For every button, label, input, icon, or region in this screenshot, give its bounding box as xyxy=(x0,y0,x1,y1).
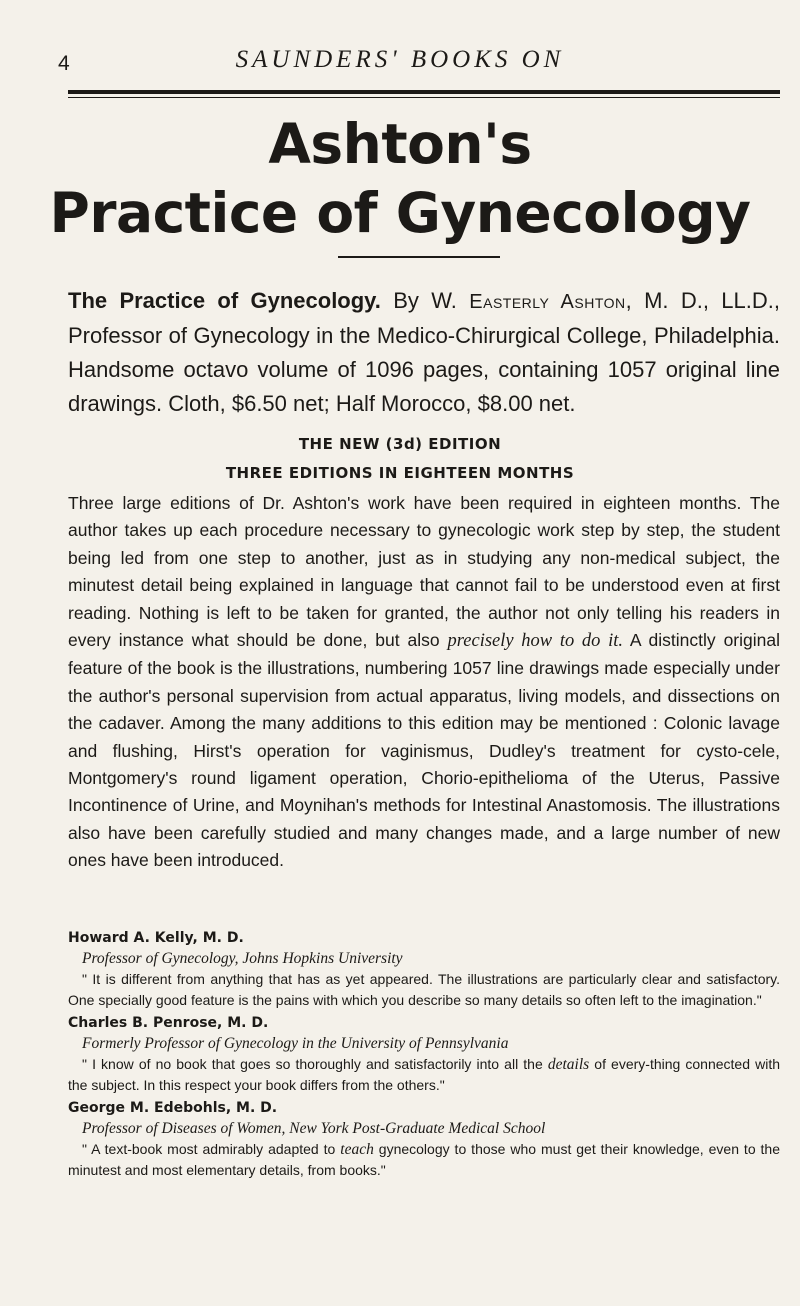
quote-emphasis: details xyxy=(547,1056,590,1073)
review-quote xyxy=(68,969,780,1011)
edition-heading: THE NEW (3d) EDITION xyxy=(298,435,502,453)
book-title-line-2: Practice of Gynecology xyxy=(49,181,751,245)
quote-text-end: of every-thing connected with the subject. In this respect your book differs from the others." xyxy=(68,1056,780,1093)
review-quote xyxy=(68,1139,780,1181)
running-head xyxy=(0,42,800,82)
paragraph-emphasis: precisely how to do it. xyxy=(447,631,623,652)
quote-emphasis: teach xyxy=(340,1141,374,1158)
book-title-line-1: Ashton's xyxy=(268,112,532,176)
listing-book-title: The Practice of Gynecology. xyxy=(68,288,381,313)
reviewer-name: Howard A. Kelly, M. D. xyxy=(68,930,244,946)
reviewer-name: Charles B. Penrose, M. D. xyxy=(68,1015,269,1031)
book-listing xyxy=(68,284,780,421)
review-item xyxy=(68,1098,780,1181)
listing-author: Easterly Ashton xyxy=(469,291,626,313)
reviewer-name: George M. Edebohls, M. D. xyxy=(68,1100,278,1116)
reviewer-affiliation: Professor of Diseases of Women, New York Post-Graduate Medical School xyxy=(82,1120,546,1137)
paragraph-part-1: Three large editions of Dr. Ashton's work have been required in eighteen months. The author takes up each procedure necessary to gynecologic work step by step, the student being led from one step to another, just as in studying any non-medical subject, the minutest detail being explained in language that cannot fail to be understood even at first reading. Nothing is left to be taken for granted, the author not only telling his readers in every instance what should be done, but also xyxy=(68,493,780,651)
reviewer-affiliation: Professor of Gynecology, Johns Hopkins University xyxy=(82,950,403,967)
paragraph-part-2: A distinctly original feature of the book is the illustrations, numbering 1057 line drawings made especially under the author's personal supervision from actual apparatus, living models, and dissections on the cadaver. Among the many additions to this edition may be mentioned : Colonic lavage and flushing, Hirst's operation for vaginismus, Dudley's treatment for cysto-cele, Montgomery's round ligament operation, Chorio-epithelioma of the Uterus, Passive Incontinence of Urine, and Moynihan's methods for Intestinal Anastomosis. The illustrations also have been carefully studied and many changes made, and a large number of new ones have been introduced. xyxy=(68,630,780,871)
header-rule-thin xyxy=(68,97,780,98)
running-title: SAUNDERS' BOOKS ON xyxy=(235,46,565,73)
reviewer-affiliation: Formerly Professor of Gynecology in the University of Pennsylvania xyxy=(82,1035,509,1052)
listing-by: By W. xyxy=(393,288,470,313)
edition-subheading: THREE EDITIONS IN EIGHTEEN MONTHS xyxy=(225,464,575,482)
review-item xyxy=(68,928,780,1011)
title-divider xyxy=(338,256,500,258)
review-quote xyxy=(68,1054,780,1096)
page-number: 4 xyxy=(58,52,70,75)
quote-text: " A text-book most admirably adapted to xyxy=(82,1141,341,1157)
quote-text: " It is different from anything that has as yet appeared. The illustrations are particularly clear and satisfactory. One specially good feature is the pains with which you describe so many details so often left to the imagination." xyxy=(68,971,780,1008)
quote-text-end: gynecology to those who must get their knowledge, even to the minutest and most elementary details, from books." xyxy=(68,1141,781,1178)
review-item xyxy=(68,1013,780,1096)
header-rule xyxy=(68,90,780,94)
reviews xyxy=(68,928,780,1183)
listing-description: , M. D., LL.D., Professor of Gynecology in the Medico-Chirurgical College, Philadelphia. Handsome octavo volume of 1096 pages, containing 1057 original line drawings. Cloth, $6.50 net; Half Morocco, $8.00 net. xyxy=(68,288,781,416)
quote-text: " I know of no book that goes so thoroughly and satisfactorily into all the xyxy=(82,1056,548,1072)
description-paragraph xyxy=(68,490,780,875)
